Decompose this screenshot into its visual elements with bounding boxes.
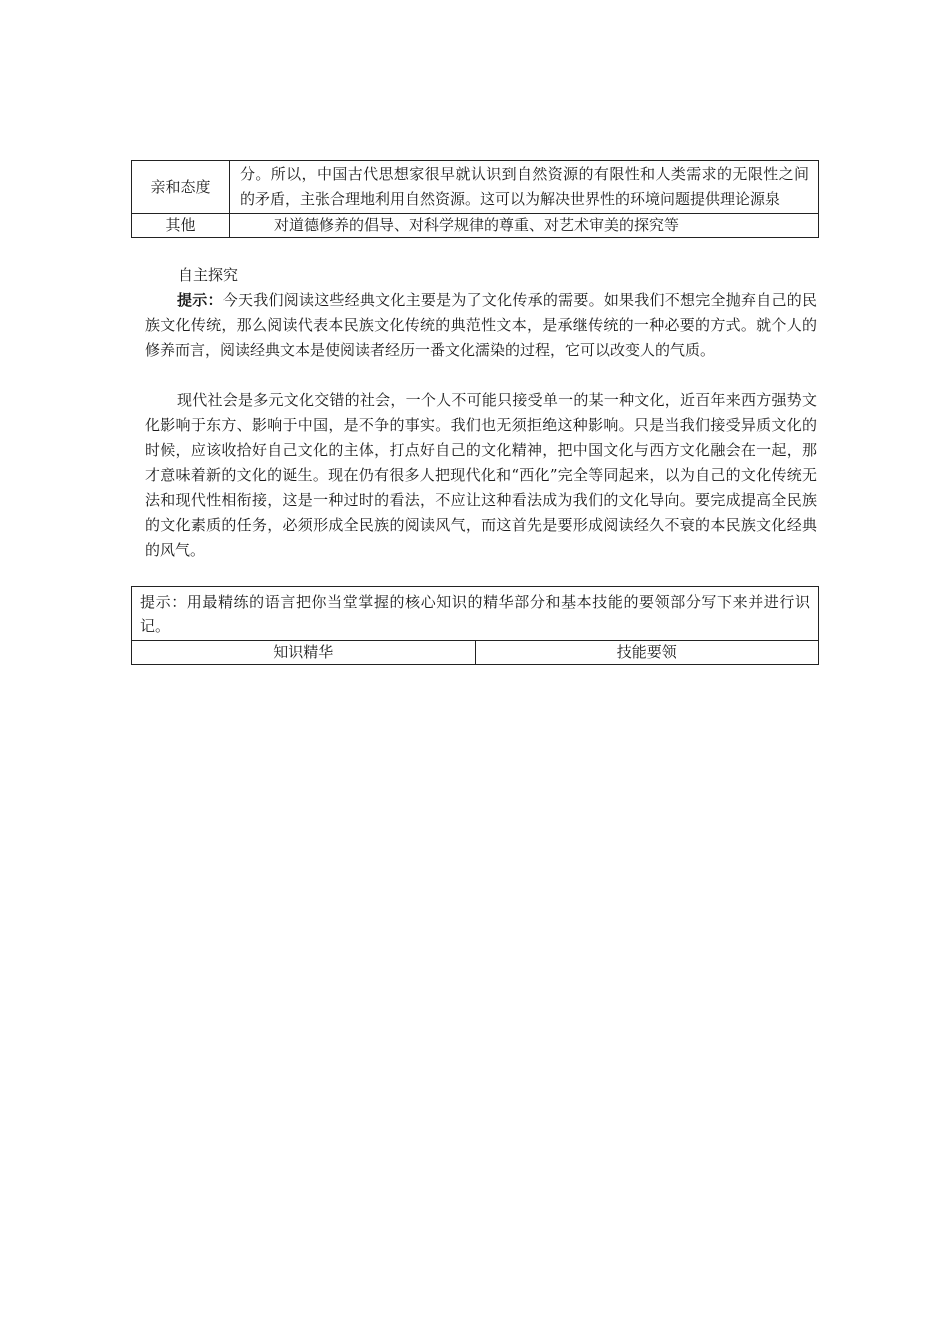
row-label: 其他	[132, 214, 230, 238]
hint-label: 提示：	[177, 291, 223, 309]
row-label: 亲和态度	[132, 161, 230, 214]
paragraph-modern-culture: 现代社会是多元文化交错的社会，一个人不可能只接受单一的某一种文化，近百年来西方强势文化影响于东方、影响于中国，是不争的事实。我们也无须拒绝这种影响。只是当我们接受异质文化的时候，应该收拾好自己文化的主体，打点好自己的文化精神，把中国文化与西方文化融会在一起，那才意味着新的文化的诞生。现在仍有很多人把现代化和“西化”完全等同起来，以为自己的文化传统无法和现代性相衔接，这是一种过时的看法，不应让这种看法成为我们的文化导向。要完成提高全民族的文化素质的任务，必须形成全民族的阅读风气，而这首先是要形成阅读经久不衰的本民族文化经典的风气。	[145, 391, 817, 559]
paragraph-hint	[145, 288, 817, 363]
table-row	[132, 214, 819, 238]
table-row	[132, 161, 819, 214]
table-row	[132, 641, 819, 665]
culture-features-table	[131, 160, 819, 238]
row-content: 对道德修养的倡导、对科学规律的尊重、对艺术审美的探究等	[230, 214, 819, 238]
column-skills: 技能要领	[475, 641, 819, 665]
summary-hint: 提示：用最精练的语言把你当堂掌握的核心知识的精华部分和基本技能的要领部分写下来并进行识记。	[132, 587, 819, 641]
paragraph-text: 今天我们阅读这些经典文化主要是为了文化传承的需要。如果我们不想完全抛弃自己的民族文化传统，那么阅读代表本民族文化传统的典范性文本，是承继传统的一种必要的方式。就个人的修养而言，阅读经典文本是使阅读者经历一番文化濡染的过程，它可以改变人的气质。	[145, 291, 817, 359]
summary-table	[131, 586, 819, 665]
column-knowledge: 知识精华	[132, 641, 476, 665]
section-title: 自主探究	[178, 266, 239, 284]
row-content: 分。所以，中国古代思想家很早就认识到自然资源的有限性和人类需求的无限性之间的矛盾，主张合理地利用自然资源。这可以为解决世界性的环境问题提供理论源泉	[230, 161, 819, 214]
table-row	[132, 587, 819, 641]
